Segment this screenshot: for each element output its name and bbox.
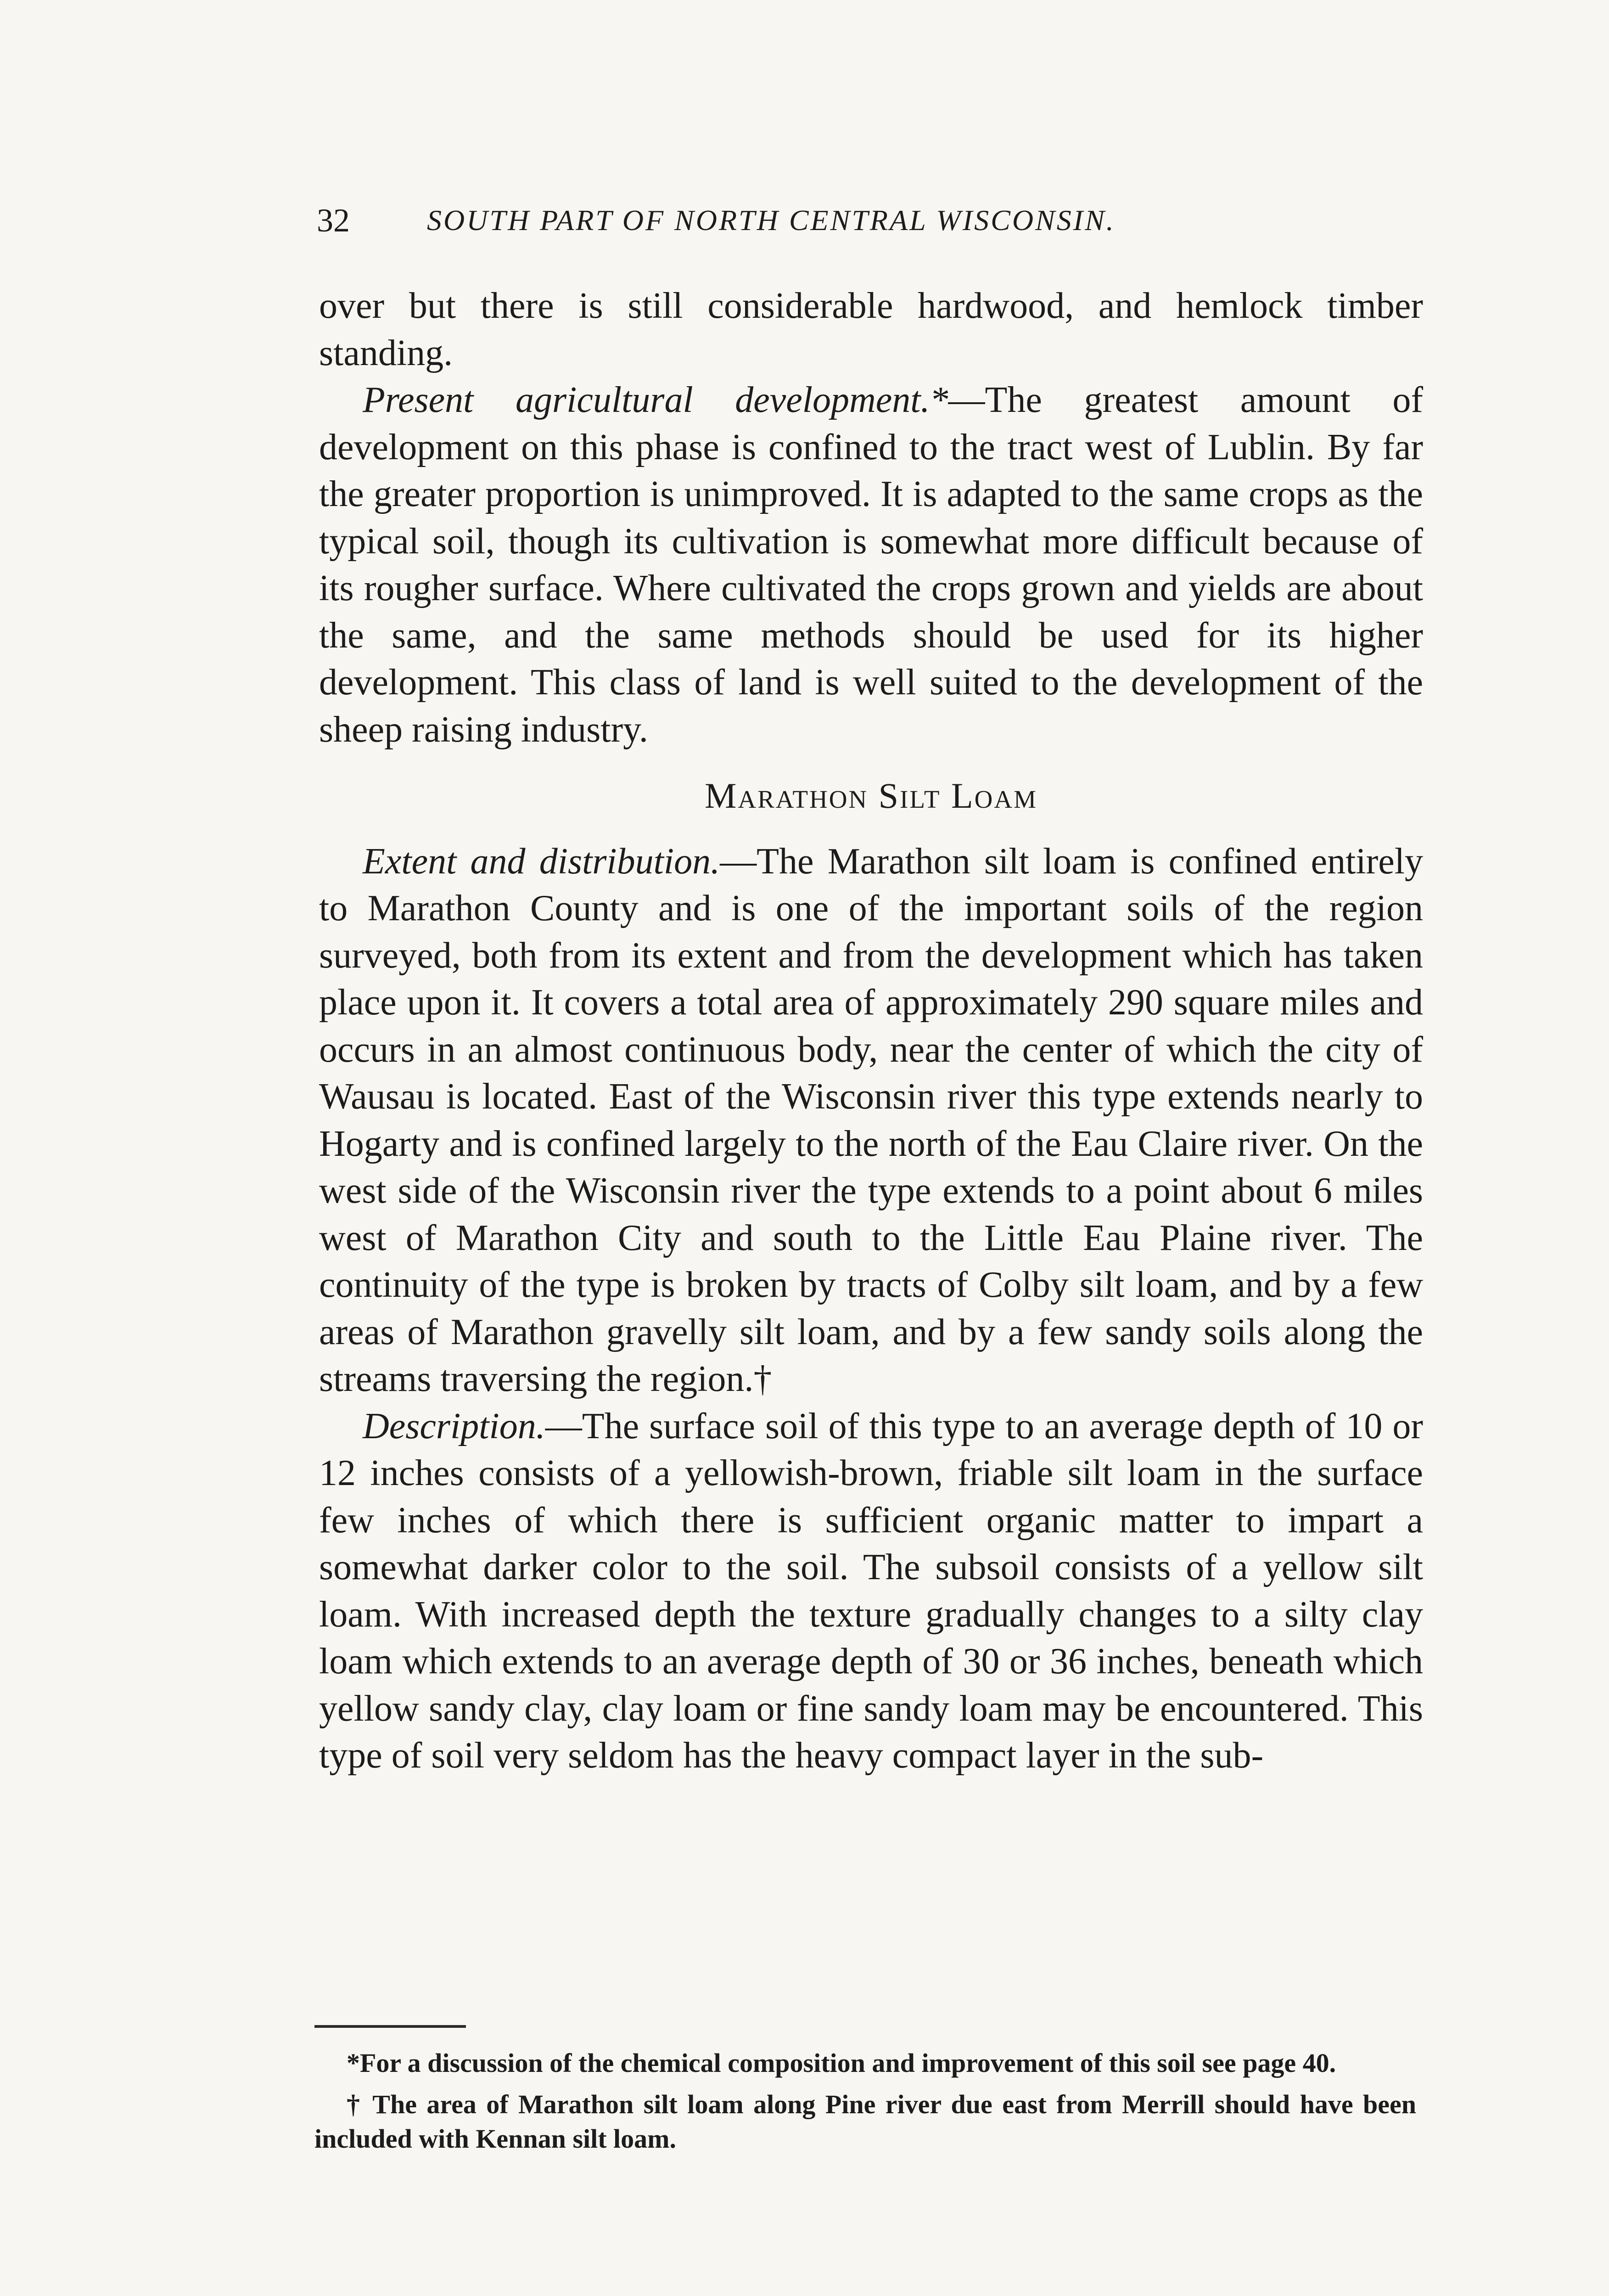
- footnote-asterisk: *For a discussion of the chemical composition and improvement of this soil see page 40.: [347, 2048, 1336, 2078]
- paragraph-continuation: [319, 282, 1423, 377]
- paragraph-text: —The greatest amount of development on this phase is confined to the tract west of Lublin. By far the greater proportion is unimproved. It is adapted to the same crops as the typical soil, though its cultivation is somewhat more difficult because of its rougher surface. Where cultivated the crops grown and yields are about the same, and the same methods should be used for its higher development. This class of land is well suited to the development of the sheep raising industry.: [319, 380, 1423, 750]
- paragraph-present-agricultural-development: [319, 377, 1423, 753]
- page-number: 32: [317, 202, 350, 239]
- footnote-rule: [314, 2025, 466, 2028]
- paragraph-lead-in: Present agricultural development.*: [363, 380, 948, 420]
- paragraph-text: over but there is still considerable hardwood, and hemlock timber standing.: [319, 286, 1423, 373]
- running-title: SOUTH PART OF NORTH CENTRAL WISCONSIN.: [427, 204, 1116, 236]
- footnote-dagger: † The area of Marathon silt loam along Pine river due east from Merrill should have been included with Kennan silt loam.: [314, 2089, 1416, 2154]
- paragraph-description: [319, 1403, 1423, 1779]
- paragraph-lead-in: Description.: [363, 1406, 545, 1446]
- paragraph-extent-and-distribution: [319, 838, 1423, 1403]
- paragraph-text: —The Marathon silt loam is confined entirely to Marathon County and is one of the important soils of the region surveyed, both from its extent and from the development which has taken place upon it. It covers a total area of approximately 290 square miles and occurs in an almost continuous body, near the center of which the city of Wausau is located. East of the Wisconsin river this type extends nearly to Hogarty and is confined largely to the north of the Eau Claire river. On the west side of the Wisconsin river the type extends to a point about 6 miles west of Marathon City and south to the Little Eau Plaine river. The continuity of the type is broken by tracts of Colby silt loam, and by a few areas of Marathon gravelly silt loam, and by a few sandy soils along the streams traversing the region.†: [319, 841, 1424, 1399]
- paragraph-text: —The surface soil of this type to an average depth of 10 or 12 inches consists of a yellowish-brown, friable silt loam in the surface few inches of which there is sufficient organic matter to impart a somewhat darker color to the soil. The subsoil consists of a yellow silt loam. With increased depth the texture gradually changes to a silty clay loam which extends to an average depth of 30 or 36 inches, beneath which yellow sandy clay, clay loam or fine sandy loam may be encountered. This type of soil very seldom has the heavy compact layer in the sub-: [319, 1406, 1423, 1776]
- page-header: [317, 197, 1336, 257]
- paragraph-lead-in: Extent and distribution.: [363, 841, 720, 882]
- body-text: [319, 282, 1423, 1779]
- footnotes: [314, 2046, 1416, 2163]
- section-heading: Marathon Silt Loam: [705, 776, 1037, 816]
